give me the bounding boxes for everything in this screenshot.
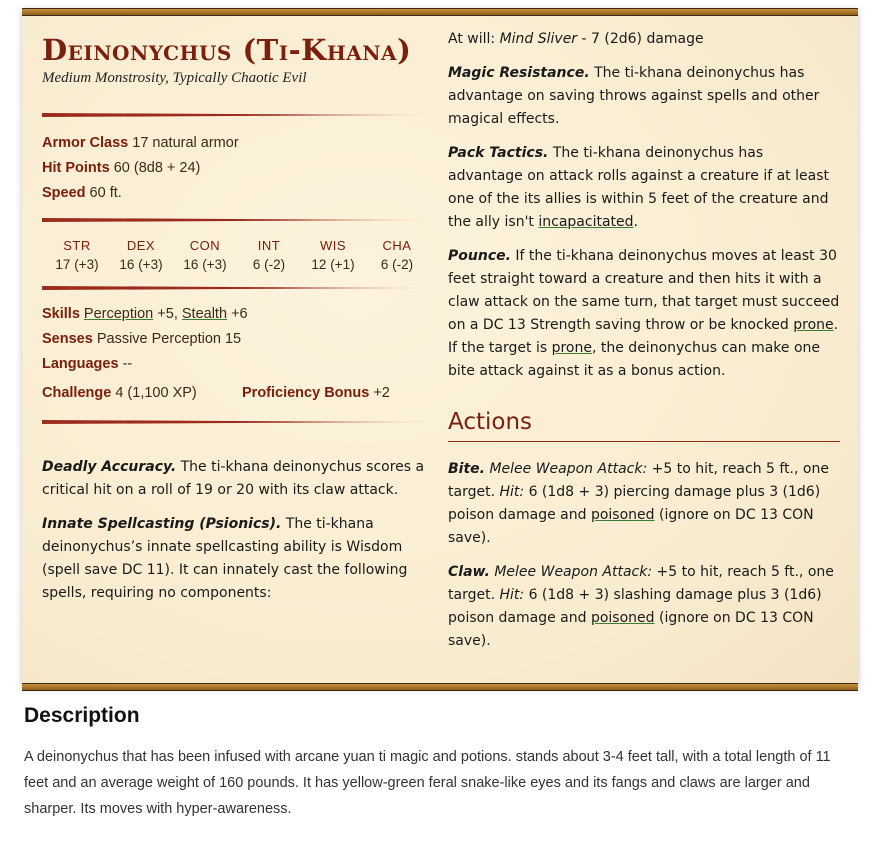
trait-name: Magic Resistance.: [448, 65, 590, 81]
trait-text: If the ti-khana deinonychus moves at least 30 feet straight toward a creature and then hits it with a claw attack on the same turn, that target must succeed on a DC 13 Strength saving throw or be knocked: [448, 248, 840, 333]
action-text: 6 (1d8 + 3) slashing damage plus 3 (1d6) poison damage and: [448, 587, 822, 626]
ability-name: INT: [257, 238, 281, 253]
trait-text: , the deinonychus can make one bite attack against it as a bonus action.: [448, 340, 821, 379]
stat-block-bottom-bar: [22, 683, 858, 691]
ability-wis: [303, 238, 363, 272]
senses-label: Senses: [42, 331, 93, 347]
ability-dex: [111, 238, 171, 272]
trait-name: Pounce.: [448, 248, 511, 264]
challenge: [42, 381, 242, 406]
divider: [42, 420, 432, 424]
trait-pounce: [448, 245, 840, 383]
at-will-damage: - 7 (2d6) damage: [581, 31, 704, 47]
condition-poisoned-link[interactable]: poisoned: [590, 507, 655, 523]
ability-cha: [367, 238, 427, 272]
action-hit: Hit:: [499, 587, 525, 603]
trait-text: The ti-khana deinonychus has advantage on saving throws against spells and other magical effects.: [448, 65, 820, 127]
condition-prone-link[interactable]: prone: [551, 340, 592, 356]
monster-name: Deinonychus (Ti-Khana): [42, 33, 412, 67]
action-text: (ignore on DC 13 CON save).: [448, 610, 814, 649]
action-text: +5 to hit, reach 5 ft., one target.: [448, 461, 829, 500]
speed-value: 60 ft.: [89, 185, 122, 201]
ability-value: 17 (+3): [55, 257, 99, 272]
ability-name: DEX: [126, 238, 156, 253]
trait-name: Pack Tactics.: [448, 145, 549, 161]
trait-text: The ti-khana deinonychus’s innate spellcasting ability is Wisdom (spell save DC 11). It can innately cast the following spells, requiring no components:: [42, 516, 408, 601]
action-type: Melee Weapon Attack:: [494, 564, 653, 580]
action-text: +5 to hit, reach 5 ft., one target.: [448, 564, 834, 603]
at-will-label: At will:: [448, 31, 496, 47]
skill-perception-link[interactable]: Perception: [83, 306, 154, 322]
ability-value: 16 (+3): [119, 257, 163, 272]
trait-text: The ti-khana deinonychus scores a critical hit on a roll of 19 or 20 with its claw attack.: [42, 459, 425, 498]
trait-name: Deadly Accuracy.: [42, 459, 177, 475]
action-name: Bite.: [448, 461, 485, 477]
trait-text: . If the target is: [448, 317, 839, 356]
action-hit: Hit:: [499, 484, 525, 500]
ability-con: [175, 238, 235, 272]
languages: [42, 352, 432, 377]
trait-innate-spellcasting: [42, 513, 432, 605]
ability-name: STR: [63, 238, 91, 253]
stat-block-left-column: [42, 32, 432, 605]
trait-name: Innate Spellcasting (Psionics).: [42, 516, 282, 532]
divider: [42, 218, 432, 222]
at-will-spell: Mind Sliver: [499, 31, 578, 47]
trait-text: The ti-khana deinonychus has advantage on attack rolls against a creature if at least one of the its allies is within 5 feet of the creature and the ally isn't: [448, 145, 829, 230]
stat-block-top-bar: [22, 8, 858, 16]
ability-name: CHA: [382, 238, 412, 253]
proficiency-label: Proficiency Bonus: [242, 385, 370, 401]
divider: [42, 113, 432, 117]
skill-stealth-link[interactable]: Stealth: [181, 306, 228, 322]
condition-prone-link[interactable]: prone: [793, 317, 834, 333]
challenge-row: [42, 381, 432, 406]
senses-value: Passive Perception 15: [96, 331, 242, 347]
ability-value: 6 (-2): [252, 257, 286, 272]
skills-label: Skills: [42, 306, 80, 322]
description-section: [24, 704, 854, 822]
skill-perception-bonus: +5,: [157, 306, 178, 322]
actions-divider: [448, 441, 840, 442]
divider: [42, 286, 432, 290]
trait-deadly-accuracy: [42, 456, 432, 502]
trait-pack-tactics: Pack Tactics. The ti-khana deinonychus has advantage on attack rolls against a creature if at least one of the its allies is within 5 feet of the creature and the ally isn't incapacitated.: [448, 145, 829, 230]
challenge-value: 4 (1,100 XP): [115, 385, 197, 401]
proficiency-bonus: [242, 381, 390, 406]
at-will-spells: [448, 28, 840, 51]
skills: [42, 302, 432, 327]
ability-scores: [47, 238, 427, 272]
armor-class-value: 17 natural armor: [132, 135, 239, 151]
description-text: A deinonychus that has been infused with arcane yuan ti magic and potions. stands about 3-4 feet tall, with a total length of 11 feet and an average weight of 160 pounds. It has yellow-green feral snake-like eyes and its fangs and claws are larger and sharper. Its moves with hyper-awareness.: [24, 749, 831, 817]
ability-int: [239, 238, 299, 272]
hit-points: [42, 156, 432, 181]
armor-class-label: Armor Class: [42, 135, 129, 151]
hit-points-label: Hit Points: [42, 160, 110, 176]
monster-subtitle: Medium Monstrosity, Typically Chaotic Evil: [42, 70, 307, 86]
ability-value: 12 (+1): [311, 257, 355, 272]
trait-magic-resistance: [448, 62, 840, 131]
speed: [42, 181, 432, 206]
languages-label: Languages: [42, 356, 119, 372]
action-bite: [448, 458, 840, 550]
proficiency-value: +2: [373, 385, 390, 401]
speed-label: Speed: [42, 185, 86, 201]
challenge-label: Challenge: [42, 385, 112, 401]
condition-poisoned-link[interactable]: poisoned: [590, 610, 655, 626]
action-claw: [448, 561, 840, 653]
senses: [42, 327, 432, 352]
action-text: (ignore on DC 13 CON save).: [448, 507, 814, 546]
action-name: Claw.: [448, 564, 490, 580]
description-heading: Description: [24, 704, 140, 727]
stat-block-right-column: [448, 28, 840, 653]
hit-points-value: 60 (8d8 + 24): [113, 160, 201, 176]
action-type: Melee Weapon Attack:: [489, 461, 648, 477]
ability-name: CON: [189, 238, 221, 253]
ability-name: WIS: [319, 238, 347, 253]
action-text: 6 (1d8 + 3) piercing damage plus 3 (1d6) poison damage and: [448, 484, 821, 523]
ability-value: 6 (-2): [380, 257, 414, 272]
ability-value: 16 (+3): [183, 257, 227, 272]
ability-str: [47, 238, 107, 272]
languages-value: --: [122, 356, 133, 372]
stat-block: [22, 10, 858, 689]
actions-heading: Actions: [448, 409, 533, 435]
armor-class: [42, 131, 432, 156]
condition-incapacitated-link[interactable]: incapacitated: [538, 214, 634, 230]
skill-stealth-bonus: +6: [231, 306, 248, 322]
